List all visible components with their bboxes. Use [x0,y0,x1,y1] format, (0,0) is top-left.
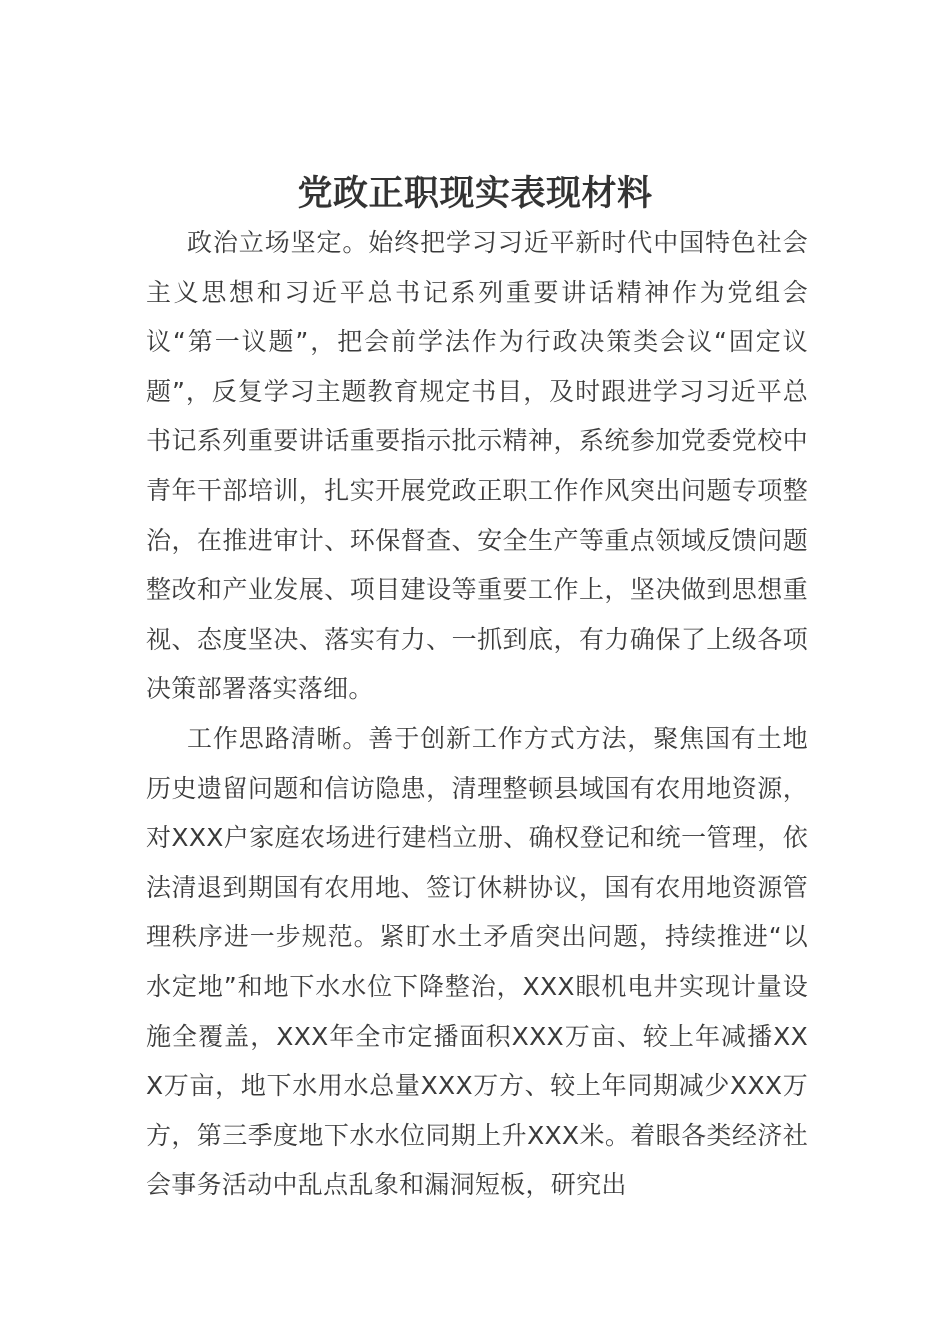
paragraph-political-stance: 政治立场坚定。始终把学习习近平新时代中国特色社会主义思想和习近平总书记系列重要讲话精神作为党组会议“第一议题”，把会前学法作为行政决策类会议“固定议题”，反复学习主题教育规定书目，及时跟进学习习近平总书记系列重要讲话重要指示批示精神，系统参加党委党校中青年干部培训，扎实开展党政正职工作作风突出问题专项整治，在推进审计、环保督查、安全生产等重点领域反馈问题整改和产业发展、项目建设等重要工作上，坚决做到思想重视、态度坚决、落实有力、一抓到底，有力确保了上级各项决策部署落实落细。 [146,228,808,704]
document-body [146,218,808,1210]
paragraph-work-approach: 工作思路清晰。善于创新工作方式方法，聚焦国有土地历史遗留问题和信访隐患，清理整顿县域国有农用地资源，对XXX户家庭农场进行建档立册、确权登记和统一管理，依法清退到期国有农用地、签订休耕协议，国有农用地资源管理秩序进一步规范。紧盯水土矛盾突出问题，持续推进“以水定地”和地下水水位下降整治，XXX眼机电井实现计量设施全覆盖，XXX年全市定播面积XXX万亩、较上年减播XXX万亩，地下水用水总量XXX万方、较上年同期减少XXX万方，第三季度地下水水位同期上升XXX米。着眼各类经济社会事务活动中乱点乱象和漏洞短板，研究出 [146,723,808,1200]
document-title: 党政正职现实表现材料 [297,174,653,215]
